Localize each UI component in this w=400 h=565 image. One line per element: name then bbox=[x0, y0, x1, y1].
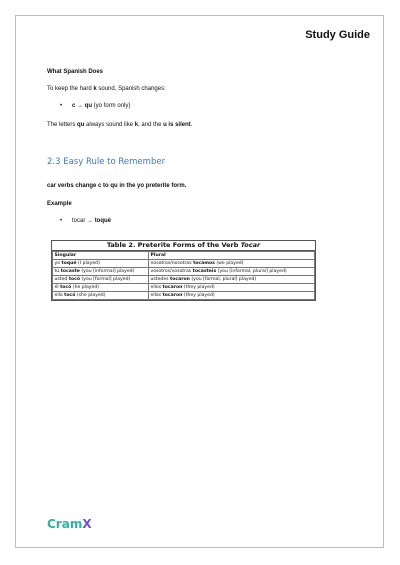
intro-paragraph: To keep the hard k sound, Spanish changes: bbox=[47, 86, 166, 92]
table-row bbox=[53, 276, 315, 284]
letters-paragraph: The letters qu always sound like k, and the u is silent. bbox=[47, 122, 193, 128]
table-cell-plural: nosotros/nosotras tocamos (we played) bbox=[149, 260, 315, 268]
table-title: Table 2. Preterite Forms of the Verb Tocar bbox=[52, 241, 315, 251]
example-label: Example bbox=[47, 201, 72, 207]
preterite-table bbox=[51, 240, 316, 301]
bullet-icon: • bbox=[60, 218, 63, 224]
page-title: Study Guide bbox=[305, 29, 370, 41]
table-cell-singular: yo toqué (I played) bbox=[53, 260, 149, 268]
cramx-logo: CramX bbox=[47, 517, 92, 531]
table-header-row bbox=[53, 252, 315, 260]
table-row bbox=[53, 284, 315, 292]
table-cell-plural: ustedes tocaron (you [formal, plural] played) bbox=[149, 276, 315, 284]
rule-sentence: car verbs change c to qu in the yo preterite form. bbox=[47, 183, 187, 189]
table-cell-plural: vosotros/vosotras tocasteis (you [informal, plural] played) bbox=[149, 268, 315, 276]
table-cell-singular: ella tocó (she played) bbox=[53, 292, 149, 300]
table-cell-singular: tú tocaste (you [informal] played) bbox=[53, 268, 149, 276]
bullet-c-to-qu: • c → qu (yo form only) bbox=[60, 103, 131, 109]
bullet-icon: • bbox=[60, 103, 63, 109]
subheading-what-spanish-does: What Spanish Does bbox=[47, 69, 104, 75]
table-row bbox=[53, 260, 315, 268]
table-cell-plural: ellas tocaron (they played) bbox=[149, 292, 315, 300]
example-bullet: • tocar → toqué bbox=[60, 218, 112, 224]
table-cell-singular: él tocó (he played) bbox=[53, 284, 149, 292]
table-cell-plural: ellos tocaron (they played) bbox=[149, 284, 315, 292]
table-header-plural: Plural bbox=[149, 252, 315, 260]
conjugation-table bbox=[52, 251, 315, 300]
section-heading: 2.3 Easy Rule to Remember bbox=[47, 157, 166, 167]
table-row bbox=[53, 268, 315, 276]
table-cell-singular: usted tocó (you [formal] played) bbox=[53, 276, 149, 284]
table-row bbox=[53, 292, 315, 300]
table-header-singular: Singular bbox=[53, 252, 149, 260]
